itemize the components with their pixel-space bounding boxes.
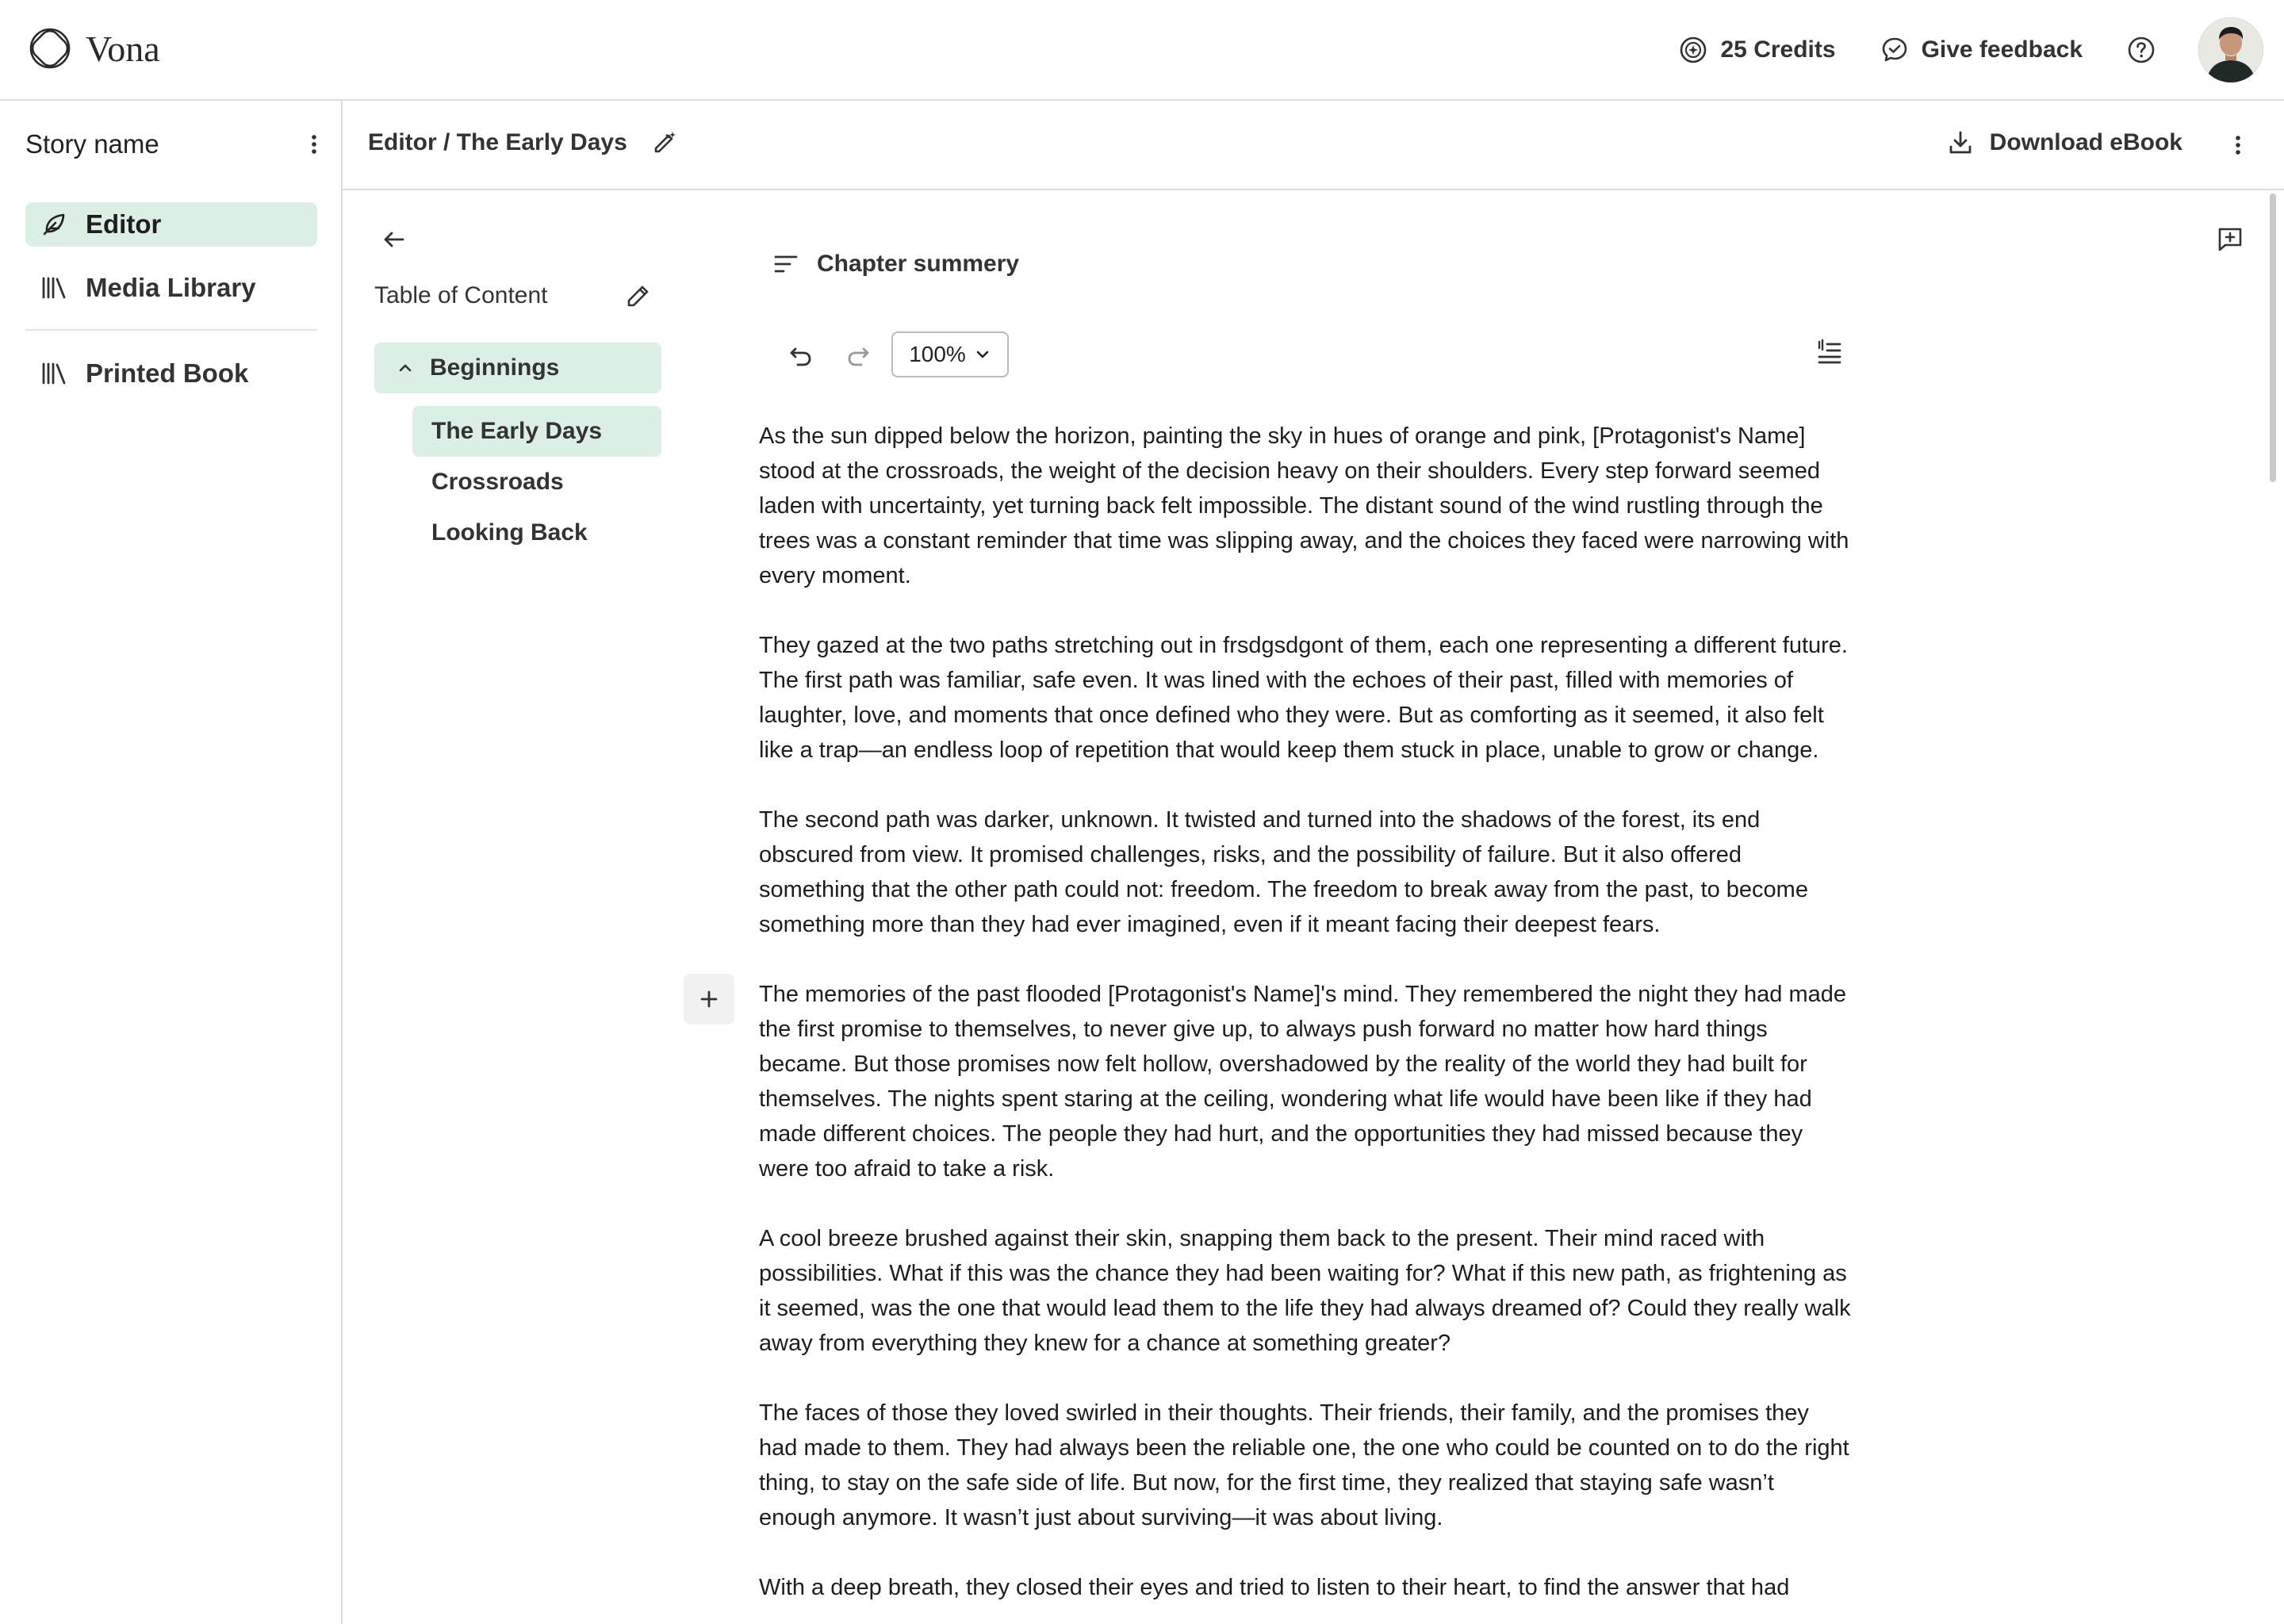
- download-icon: [1947, 129, 1974, 156]
- sidebar-item-printed-book[interactable]: [25, 351, 317, 396]
- toc-title: Table of Content: [374, 282, 548, 308]
- library-icon: [40, 359, 68, 388]
- toc-chapter-the-early-days[interactable]: The Early Days: [412, 406, 661, 457]
- help-icon: [2127, 36, 2156, 64]
- toc-part-beginnings[interactable]: [374, 343, 661, 393]
- chevron-up-icon[interactable]: [397, 359, 414, 377]
- text-format-icon[interactable]: [1816, 338, 1843, 365]
- undo-icon[interactable]: [784, 338, 818, 373]
- toc-part-label: Beginnings: [430, 354, 560, 381]
- sidebar-item-label: Editor: [86, 209, 162, 239]
- vona-logo-icon: [25, 24, 75, 73]
- plus-icon: [698, 988, 720, 1010]
- zoom-value: 100%: [909, 342, 966, 366]
- editor-toolbar: [768, 331, 1856, 379]
- paragraph[interactable]: The faces of those they loved swirled in their thoughts. Their friends, their family, and the promises they had made to them. They had always been the reliable one, the one who could be counted on to do the right thing, to stay on the safe side of life. But now, for the first time, they realized that staying safe wasn’t enough anymore. It wasn’t just about surviving—it was about living.: [759, 1400, 1849, 1530]
- toc-chapter-crossroads[interactable]: Crossroads: [431, 469, 564, 495]
- editor-header: [343, 101, 2284, 190]
- top-bar: [0, 0, 2284, 101]
- avatar[interactable]: [2198, 17, 2263, 82]
- credits-icon: [1679, 36, 1707, 64]
- credits-label: 25 Credits: [1720, 36, 1836, 63]
- toc-header: [374, 282, 652, 309]
- summary-lines-icon: [772, 251, 799, 278]
- help-button[interactable]: [2127, 36, 2156, 64]
- paragraph[interactable]: A cool breeze brushed against their skin, snapping them back to the present. Their mind raced with possibilities. What if this was the chance they had been waiting for? What if this new path, as frightening as it seemed, was the one that would lead them to the life they had always dreamed of? Could they really walk away from everything they knew for a chance at something greater?: [759, 1226, 1851, 1356]
- sidebar-item-label: Media Library: [86, 273, 256, 302]
- editor-scrollbar[interactable]: [2270, 193, 2276, 482]
- paragraph[interactable]: With a deep breath, they closed their eyes and tried to listen to their heart, to find the answer that had: [759, 1575, 1790, 1600]
- chevron-down-icon: [974, 346, 991, 363]
- header-more-icon[interactable]: [2233, 134, 2243, 156]
- credits-button[interactable]: [1679, 36, 1835, 64]
- add-block-button[interactable]: [684, 974, 734, 1025]
- sidebar-item-media-library[interactable]: [25, 266, 317, 310]
- feedback-label: Give feedback: [1921, 36, 2083, 63]
- chapter-summary-label: Chapter summery: [817, 251, 1020, 277]
- feedback-icon: [1880, 36, 1909, 64]
- app-logo[interactable]: [25, 24, 160, 73]
- story-more-icon[interactable]: [309, 133, 319, 155]
- sidebar-item-label: Printed Book: [86, 358, 249, 388]
- sidebar-nav: [25, 202, 317, 415]
- edit-toc-icon[interactable]: [625, 282, 652, 309]
- toc-chapter-looking-back[interactable]: Looking Back: [431, 519, 588, 546]
- sidebar-divider: [25, 329, 317, 331]
- redo-icon[interactable]: [841, 338, 876, 373]
- download-label: Download eBook: [1989, 129, 2182, 155]
- app-name: Vona: [86, 28, 160, 69]
- give-feedback-button[interactable]: [1880, 36, 2083, 64]
- paragraph[interactable]: The second path was darker, unknown. It twisted and turned into the shadows of the forest, its end obscured from view. It promised challenges, risks, and the possibility of failure. But it also offered something that the other path could not: freedom. The freedom to break away from the past, to become something more than they had ever imagined, even if it meant facing their deepest fears.: [759, 807, 1808, 937]
- paragraph[interactable]: They gazed at the two paths stretching out in frsdgsdgont of them, each one representing a different future. The first path was familiar, safe even. It was lined with the echoes of their past, filled with memories of laughter, love, and moments that once defined who they were. But as comforting as it seemed, it also felt like a trap—an endless loop of repetition that would keep them stuck in place, unable to grow or change.: [759, 633, 1848, 763]
- zoom-select[interactable]: [891, 331, 1009, 377]
- feather-icon: [40, 210, 68, 239]
- chapter-summary-button[interactable]: [772, 251, 1019, 278]
- paragraph[interactable]: The memories of the past flooded [Protagonist's Name]'s mind. They remembered the night they had made the first promise to themselves, to never give up, to always push forward no matter how hard things became. But those promises now felt hollow, overshadowed by the reality of the world they had built for themselves. The nights spent staring at the ceiling, wondering what life would have been like if they had made different choices. The people they had hurt, and the opportunities they had missed because they were too afraid to take a risk.: [759, 982, 1847, 1182]
- paragraph[interactable]: As the sun dipped below the horizon, painting the sky in hues of orange and pink, [Protagonist's Name] stood at the crossroads, the weight of the decision heavy on their shoulders. Every step forward seemed laden with uncertainty, yet turning back felt impossible. The distant sound of the wind rustling through the trees was a constant reminder that time was slipping away, and the choices they faced were narrowing with every moment.: [759, 423, 1849, 588]
- breadcrumb-text: Editor / The Early Days: [368, 129, 627, 155]
- toc-chapter-list: [412, 406, 661, 558]
- sidebar-item-editor[interactable]: [25, 202, 317, 247]
- add-comment-icon[interactable]: [2216, 225, 2244, 254]
- chapter-text-editor[interactable]: [759, 419, 1853, 1624]
- story-name[interactable]: Story name: [25, 129, 159, 159]
- sidebar: [0, 101, 343, 1624]
- magic-edit-icon[interactable]: [651, 129, 678, 156]
- library-icon: [40, 274, 68, 302]
- breadcrumb: [368, 129, 678, 156]
- back-arrow-icon[interactable]: [379, 225, 408, 254]
- download-ebook-button[interactable]: [1947, 129, 2182, 156]
